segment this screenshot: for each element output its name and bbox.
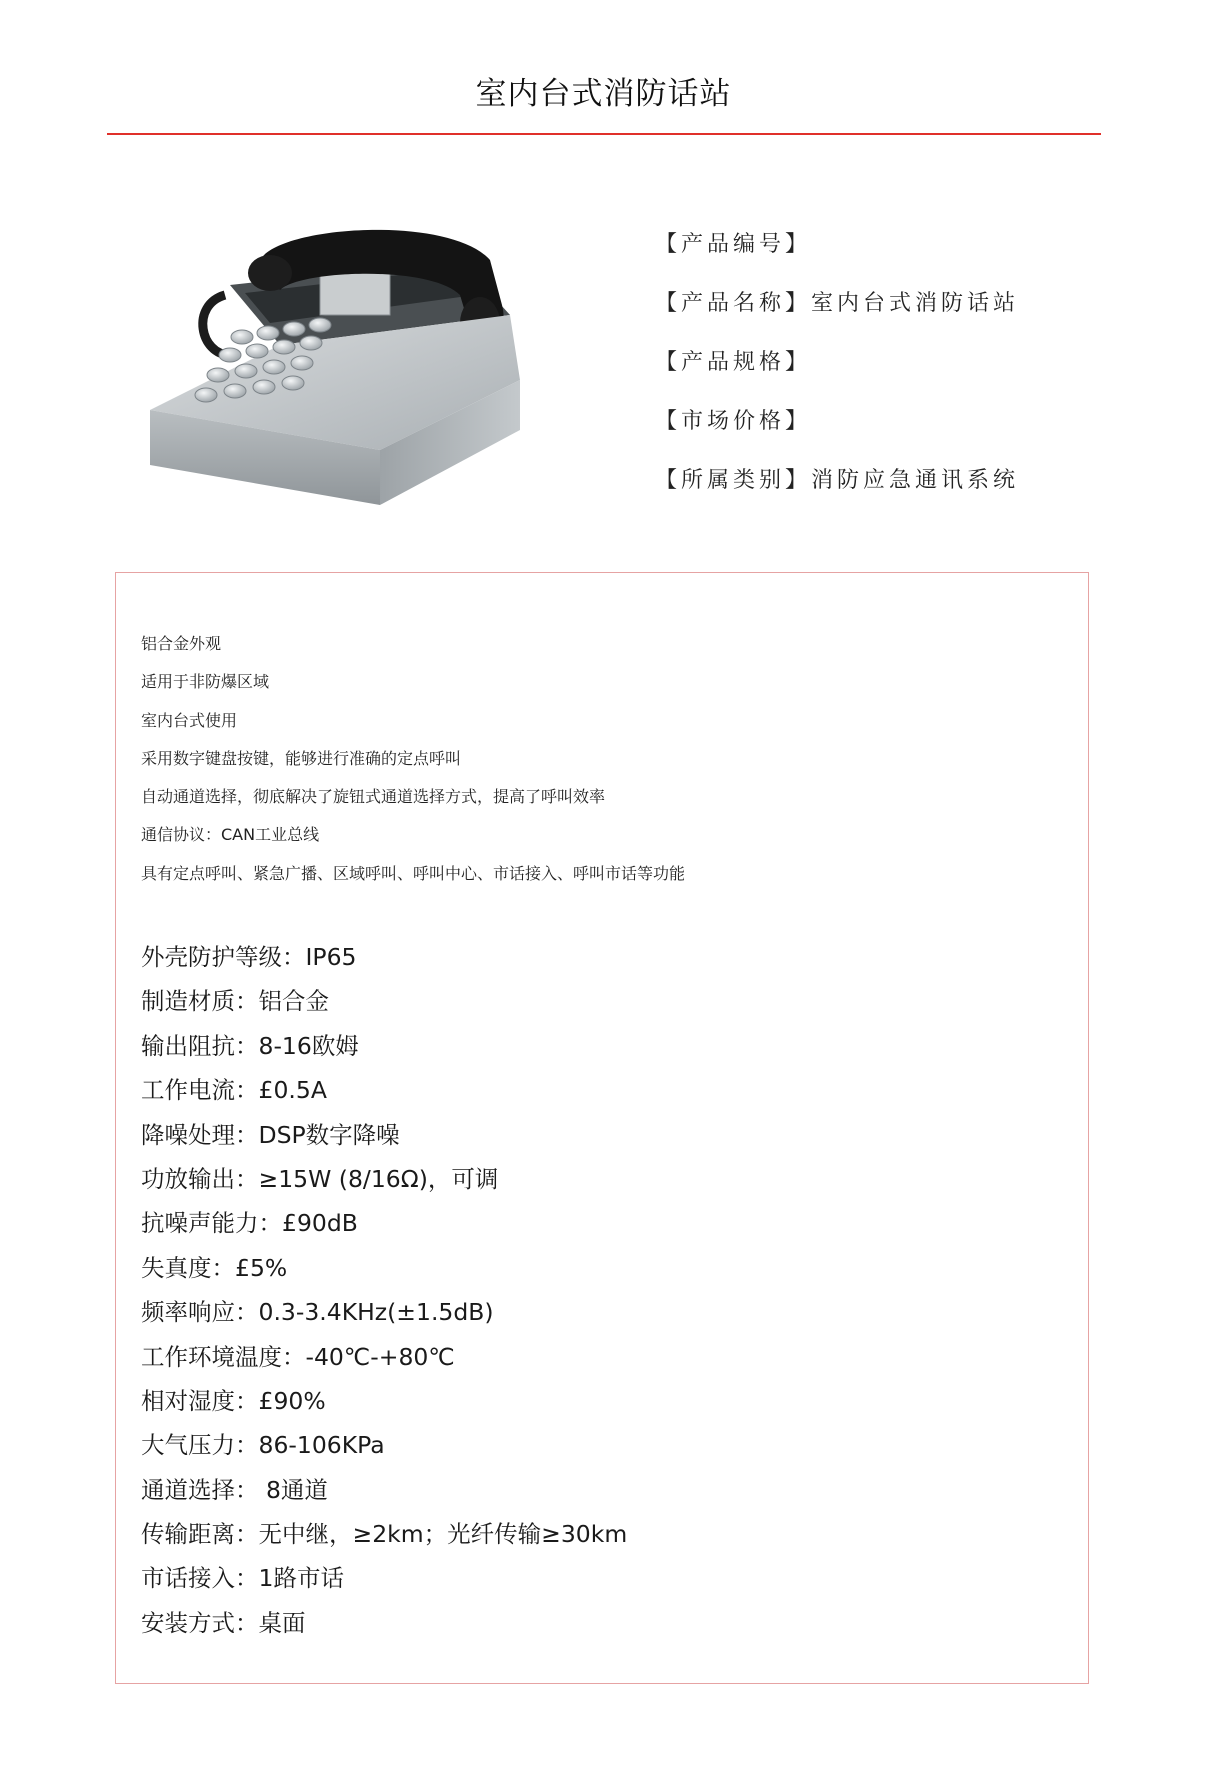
spec-item: 工作电流：£0.5A bbox=[141, 1076, 327, 1105]
spec-item: 外壳防护等级：IP65 bbox=[141, 943, 357, 971]
spec-item: 工作环境温度：-40℃-+80℃ bbox=[141, 1342, 455, 1371]
feature-item: 采用数字键盘按键，能够进行准确的定点呼叫 bbox=[141, 748, 462, 768]
feature-item: 适用于非防爆区域 bbox=[141, 672, 270, 692]
feature-list bbox=[141, 625, 685, 893]
product-photo bbox=[130, 205, 550, 515]
spec-item: 安装方式：桌面 bbox=[141, 1608, 306, 1637]
spec-item: 功放输出：≥15W (8/16Ω)，可调 bbox=[141, 1164, 499, 1193]
product-name: 【产品名称】室内台式消防话站 bbox=[655, 291, 1020, 316]
feature-item: 自动通道选择，彻底解决了旋钮式通道选择方式，提高了呼叫效率 bbox=[141, 787, 606, 807]
product-code: 【产品编号】 bbox=[655, 232, 812, 257]
spec-item: 大气压力：86-106KPa bbox=[141, 1431, 385, 1460]
feature-item: 室内台式使用 bbox=[141, 710, 238, 730]
page-title: 室内台式消防话站 bbox=[475, 76, 732, 112]
title-divider bbox=[107, 133, 1101, 135]
spec-list bbox=[141, 935, 627, 1645]
feature-item: 铝合金外观 bbox=[141, 634, 222, 653]
product-price: 【市场价格】 bbox=[655, 409, 812, 434]
spec-item: 失真度：£5% bbox=[141, 1253, 288, 1282]
spec-item: 传输距离：无中继，≥2km；光纤传输≥30km bbox=[141, 1520, 628, 1549]
product-category: 【所属类别】消防应急通讯系统 bbox=[655, 468, 1020, 493]
spec-item: 通道选择： 8通道 bbox=[141, 1475, 328, 1504]
spec-item: 制造材质：铝合金 bbox=[141, 987, 329, 1016]
spec-item: 抗噪声能力：£90dB bbox=[141, 1209, 358, 1238]
product-spec: 【产品规格】 bbox=[655, 350, 812, 375]
spec-item: 降噪处理：DSP数字降噪 bbox=[141, 1120, 400, 1149]
spec-panel bbox=[115, 572, 1089, 1684]
feature-item: 具有定点呼叫、紧急广播、区域呼叫、呼叫中心、市话接入、呼叫市话等功能 bbox=[141, 863, 686, 883]
spec-item: 市话接入：1路市话 bbox=[141, 1564, 344, 1593]
spec-item: 相对湿度：£90% bbox=[141, 1386, 326, 1415]
spec-item: 输出阻抗：8-16欧姆 bbox=[141, 1031, 359, 1060]
feature-item: 通信协议：CAN工业总线 bbox=[141, 825, 320, 845]
spec-item: 频率响应：0.3-3.4KHz(±1.5dB) bbox=[141, 1298, 494, 1327]
product-meta bbox=[655, 225, 1155, 520]
